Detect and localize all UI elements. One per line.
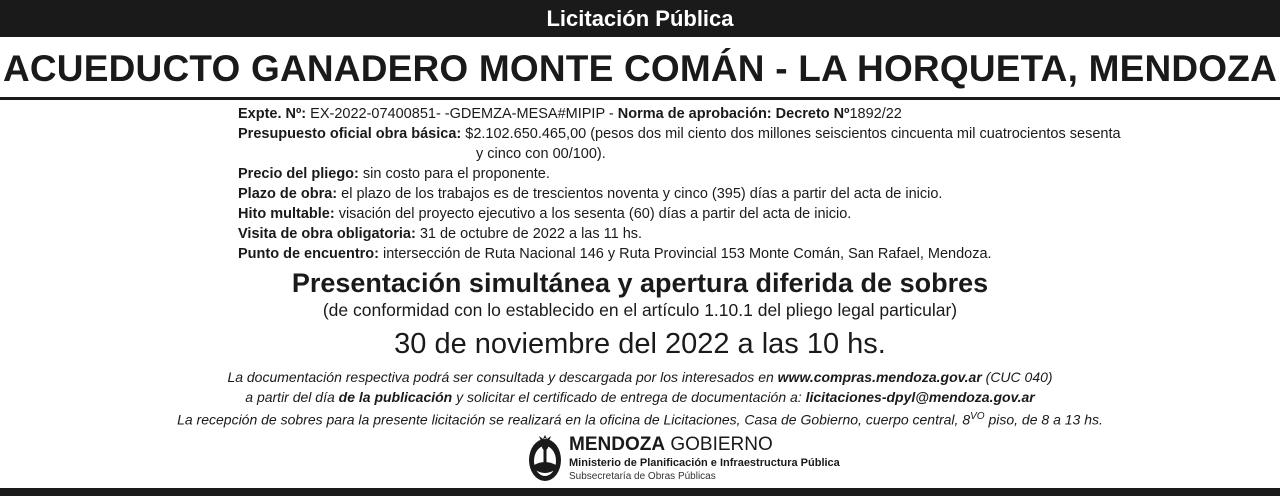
visita-row (238, 224, 1208, 244)
visita-label: Visita de obra obligatoria: (238, 226, 416, 242)
hito-label: Hito multable: (238, 206, 335, 222)
notes-line-3-sup: VO (970, 411, 985, 422)
logo-subsecretary: Subsecretaría de Obras Públicas (569, 470, 716, 482)
presupuesto-row (238, 124, 1208, 144)
plazo-value: el plazo de los trabajos es de trescientos noventa y cinco (395) días a partir del acta de inicio. (341, 186, 943, 202)
notes-line-2 (0, 387, 1280, 407)
norma-value: 1892/22 (849, 106, 902, 122)
hito-row (238, 204, 1208, 224)
presupuesto-value-cont: y cinco con 00/100). (476, 146, 606, 162)
notes-line-2-a: a partir del día (245, 389, 335, 405)
title-divider (0, 97, 1280, 100)
expte-value: EX-2022-07400851- -GDEMZA-MESA#MIPIP - (310, 106, 614, 122)
notes-line-1 (0, 367, 1280, 387)
hito-value: visación del proyecto ejecutivo a los sesenta (60) días a partir del acta de inicio. (338, 206, 852, 222)
details-block (238, 104, 1208, 264)
visita-value: 31 de octubre de 2022 a las 11 hs. (419, 226, 643, 242)
precio-value: sin costo para el proponente. (362, 166, 550, 182)
presupuesto-row-cont (238, 144, 1208, 164)
expte-row (238, 104, 1208, 124)
presupuesto-value: $2.102.650.465,00 (pesos dos mil ciento dos millones seiscientos cincuenta mil cuatrocientos sesenta (465, 126, 1121, 142)
compras-link[interactable]: www.compras.mendoza.gov.ar (777, 369, 982, 385)
presentacion-subtitle: (de conformidad con lo establecido en el artículo 1.10.1 del pliego legal particular) (322, 300, 958, 320)
notes-line-1-a: La documentación respectiva podrá ser consultada y descargada por los interesados en (227, 369, 774, 385)
logo-name-bold: MENDOZA (569, 433, 666, 455)
mendoza-gobierno-logo (527, 432, 840, 484)
notes-line-1-b: (CUC 040) (985, 369, 1053, 385)
presentacion-title: Presentación simultánea y apertura diferida de sobres (291, 268, 989, 298)
punto-row (238, 244, 1208, 264)
logo-name (569, 434, 840, 456)
punto-label: Punto de encuentro: (238, 246, 379, 262)
precio-label: Precio del pliego: (238, 166, 359, 182)
precio-row (238, 164, 1208, 184)
logo-ministry: Ministerio de Planificación e Infraestructura Pública (569, 456, 840, 469)
notes-line-2-bold: de la publicación (338, 389, 453, 405)
footer-bar (0, 488, 1280, 496)
punto-value: intersección de Ruta Nacional 146 y Ruta Provincial 153 Monte Comán, San Rafael, Mendoza. (383, 246, 992, 262)
plazo-label: Plazo de obra: (238, 186, 338, 202)
licitaciones-email-link[interactable]: licitaciones-dpyl@mendoza.gov.ar (805, 389, 1035, 405)
notes-block (0, 367, 1280, 430)
notes-line-2-b: y solicitar el certificado de entrega de documentación a: (456, 389, 802, 405)
header-bar (0, 0, 1280, 37)
notes-line-3-a: La recepción de sobres para la presente licitación se realizará en la oficina de Licitaciones, Casa de Gobierno, cuerpo central, 8 (177, 411, 971, 428)
header-label: Licitación Pública (546, 5, 734, 31)
mendoza-shield-icon (527, 433, 563, 483)
page-title: ACUEDUCTO GANADERO MONTE COMÁN - LA HORQUETA, MENDOZA (2, 48, 1278, 89)
plazo-row (238, 184, 1208, 204)
apertura-date: 30 de noviembre del 2022 a las 10 hs. (394, 328, 886, 360)
expte-label: Expte. Nº: (238, 106, 307, 122)
presupuesto-label: Presupuesto oficial obra básica: (238, 126, 462, 142)
norma-label: Norma de aprobación: Decreto Nº (617, 106, 850, 122)
logo-name-rest: GOBIERNO (670, 433, 773, 455)
notes-line-3-b: piso, de 8 a 13 hs. (988, 411, 1103, 428)
notes-line-3 (0, 407, 1280, 430)
